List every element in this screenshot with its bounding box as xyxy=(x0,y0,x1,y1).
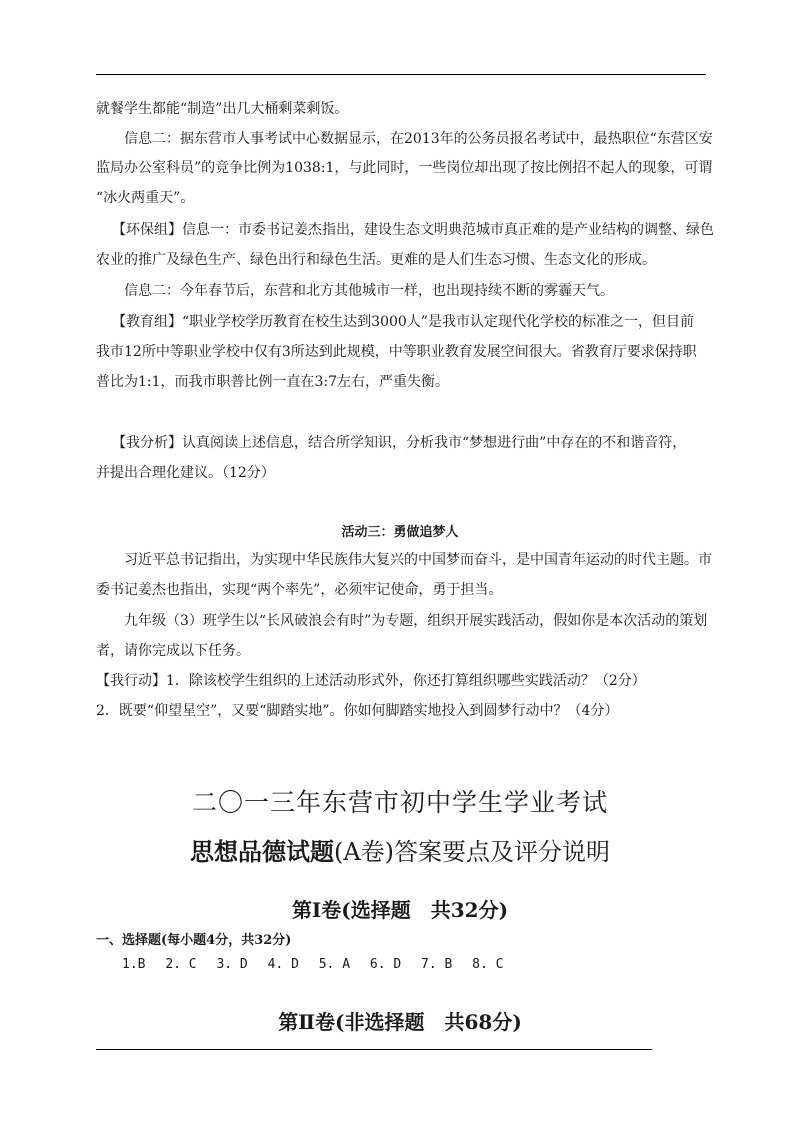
question-line: 2．既要“仰望星空”，又要“脚踏实地”。你如何脚踏实地投入到圆梦行动中？（4分） xyxy=(96,703,619,719)
answer-item: 2. C xyxy=(165,957,197,972)
paragraph-line: 监局办公室科员”的竞争比例为1038:1，与此同时，一些岗位却出现了按比例招不起人的现象，可谓 xyxy=(96,160,713,176)
answer-item: 6. D xyxy=(369,957,402,972)
question-line: 【我分析】认真阅读上述信息，结合所学知识，分析我市“梦想进行曲”中存在的不和谐音符， xyxy=(112,435,687,451)
paragraph-line: 【教育组】“职业学校学历教育在校生达到3000人”是我市认定现代化学校的标准之一，但目前 xyxy=(112,314,694,330)
paragraph-line: 【环保组】信息一：市委书记姜杰指出，建设生态文明典范城市真正难的是产业结构的调整、绿色 xyxy=(112,222,714,238)
section-heading: 第Ⅰ卷(选择题 共32分) xyxy=(291,898,509,922)
activity-title: 活动三：勇做追梦人 xyxy=(341,525,459,540)
answer-item: 7. B xyxy=(421,957,453,972)
answer-key-subtitle xyxy=(0,835,800,869)
header-rule xyxy=(96,74,706,75)
choice-heading: 一、选择题(每小题4分，共32分) xyxy=(96,933,292,948)
answer-list xyxy=(122,957,515,972)
subtitle-rest: (A卷)答案要点及评分说明 xyxy=(333,838,611,866)
answer-item: 5. A xyxy=(318,957,351,972)
answer-key-title: 二〇一三年东营市初中学生学业考试 xyxy=(191,788,608,817)
answer-item: 4. D xyxy=(267,957,299,972)
paragraph-line: 就餐学生都能“制造”出几大桶剩菜剩饭。 xyxy=(96,101,349,117)
paragraph-line: 我市12所中等职业学校中仅有3所达到此规模，中等职业教育发展空间很大。省教育厅要求保持职 xyxy=(96,344,697,360)
paragraph-line: 委书记姜杰也指出，实现“两个率先”，必须牢记使命，勇于担当。 xyxy=(96,582,503,598)
section-heading: 第Ⅱ卷(非选择题 共68分) xyxy=(278,1010,522,1034)
paragraph-line: “冰火两重天”。 xyxy=(96,190,195,206)
question-line: 并提出合理化建议。（12分） xyxy=(96,465,275,481)
paragraph-line: 普比为1:1，而我市职普比例一直在3:7左右，严重失衡。 xyxy=(96,374,450,390)
question-line: 【我行动】1．除该校学生组织的上述活动形式外，你还打算组织哪些实践活动？（2分） xyxy=(96,673,646,689)
paragraph-line: 信息二：据东营市人事考试中心数据显示，在2013年的公务员报名考试中，最热职位“东营区安 xyxy=(124,131,713,147)
paragraph-line: 九年级（3）班学生以“长风破浪会有时”为专题，组织开展实践活动，假如你是本次活动的策划 xyxy=(124,613,708,629)
subtitle-bold: 思想品德试题 xyxy=(189,837,334,866)
paragraph-line: 者，请你完成以下任务。 xyxy=(96,643,250,659)
footer-rule xyxy=(96,1049,652,1050)
answer-item: 1.B xyxy=(122,957,146,972)
paragraph-line: 农业的推广及绿色生产、绿色出行和绿色生活。更难的是人们生态习惯、生态文化的形成。 xyxy=(96,252,656,268)
answer-item: 8. C xyxy=(472,957,504,972)
paragraph-line: 信息二：今年春节后，东营和北方其他城市一样，也出现持续不断的雾霾天气。 xyxy=(124,283,614,299)
answer-item: 3. D xyxy=(216,957,248,972)
paragraph-line: 习近平总书记指出，为实现中华民族伟大复兴的中国梦而奋斗，是中国青年运动的时代主题。市 xyxy=(124,552,712,568)
